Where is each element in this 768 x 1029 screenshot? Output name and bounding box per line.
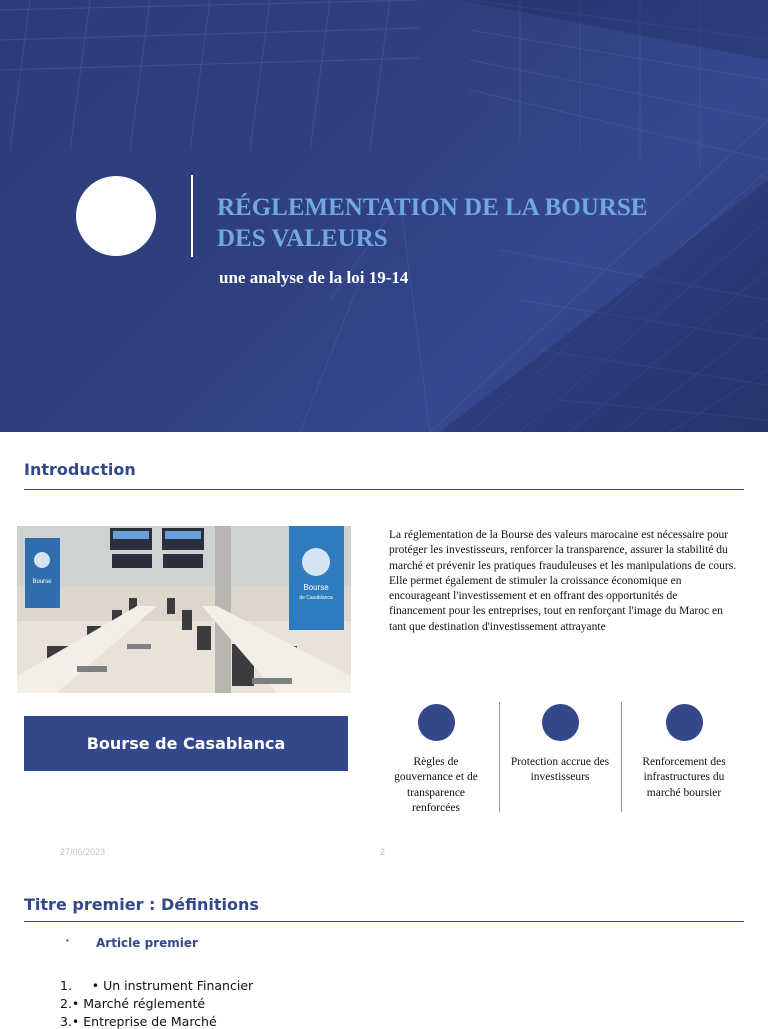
footer-page-number: 2 <box>380 847 386 857</box>
article-title: Article premier <box>96 936 198 950</box>
article-bullet: • <box>66 936 69 945</box>
definition-item: 3.• Entreprise de Marché <box>60 1014 217 1029</box>
feature-investor-protection <box>508 704 612 786</box>
logo-circle <box>76 176 156 256</box>
heading-rule <box>24 921 744 922</box>
introduction-slide <box>0 432 768 864</box>
definition-item: 1. • Un instrument Financier <box>60 978 254 993</box>
feature-infrastructure <box>632 704 736 801</box>
banner-subtext-right: de Casablanca <box>299 595 333 601</box>
title-divider <box>191 175 193 257</box>
photo-caption-box <box>24 716 348 771</box>
photo-caption: Bourse de Casablanca <box>86 734 286 753</box>
trading-room-photo <box>17 526 351 693</box>
introduction-paragraph: La réglementation de la Bourse des valeurs marocaine est nécessaire pour protéger les investisseurs, renforcer la transparence, assurer la stabilité du marché et prévenir les pratiques frauduleuses et les manipulations de cours. Elle permet également de stimuler la croissance économique en encourageant l'investissement et en offrant des opportunités de financement pour les entreprises, tout en renforçant l'image du Maroc en tant que destination d'investissement attrayante <box>389 529 737 633</box>
banner-text-right: Bourse <box>303 583 329 592</box>
circle-icon <box>666 704 703 741</box>
definitions-heading: Titre premier : Définitions <box>24 895 259 914</box>
definition-item: 2.• Marché réglementé <box>60 996 206 1011</box>
circle-icon <box>542 704 579 741</box>
feature-text: Renforcement des infrastructures du marché boursier <box>642 756 726 799</box>
title-slide <box>0 0 768 432</box>
feature-divider <box>499 702 500 812</box>
circle-icon <box>418 704 455 741</box>
heading-rule <box>24 489 744 490</box>
footer-date: 27/06/2023 <box>60 847 106 857</box>
feature-text: Protection accrue des investisseurs <box>510 756 610 784</box>
feature-text: Règles de gouvernance et de transparence renforcées <box>394 756 478 814</box>
introduction-heading: Introduction <box>24 460 136 479</box>
feature-governance <box>384 704 488 816</box>
presentation-title: RÉGLEMENTATION DE LA BOURSE DES VALEURS <box>217 194 648 252</box>
banner-text-left: Bourse <box>32 579 52 585</box>
feature-divider <box>621 702 622 812</box>
definitions-slide <box>0 864 768 1029</box>
presentation-subtitle: une analyse de la loi 19-14 <box>219 268 409 287</box>
